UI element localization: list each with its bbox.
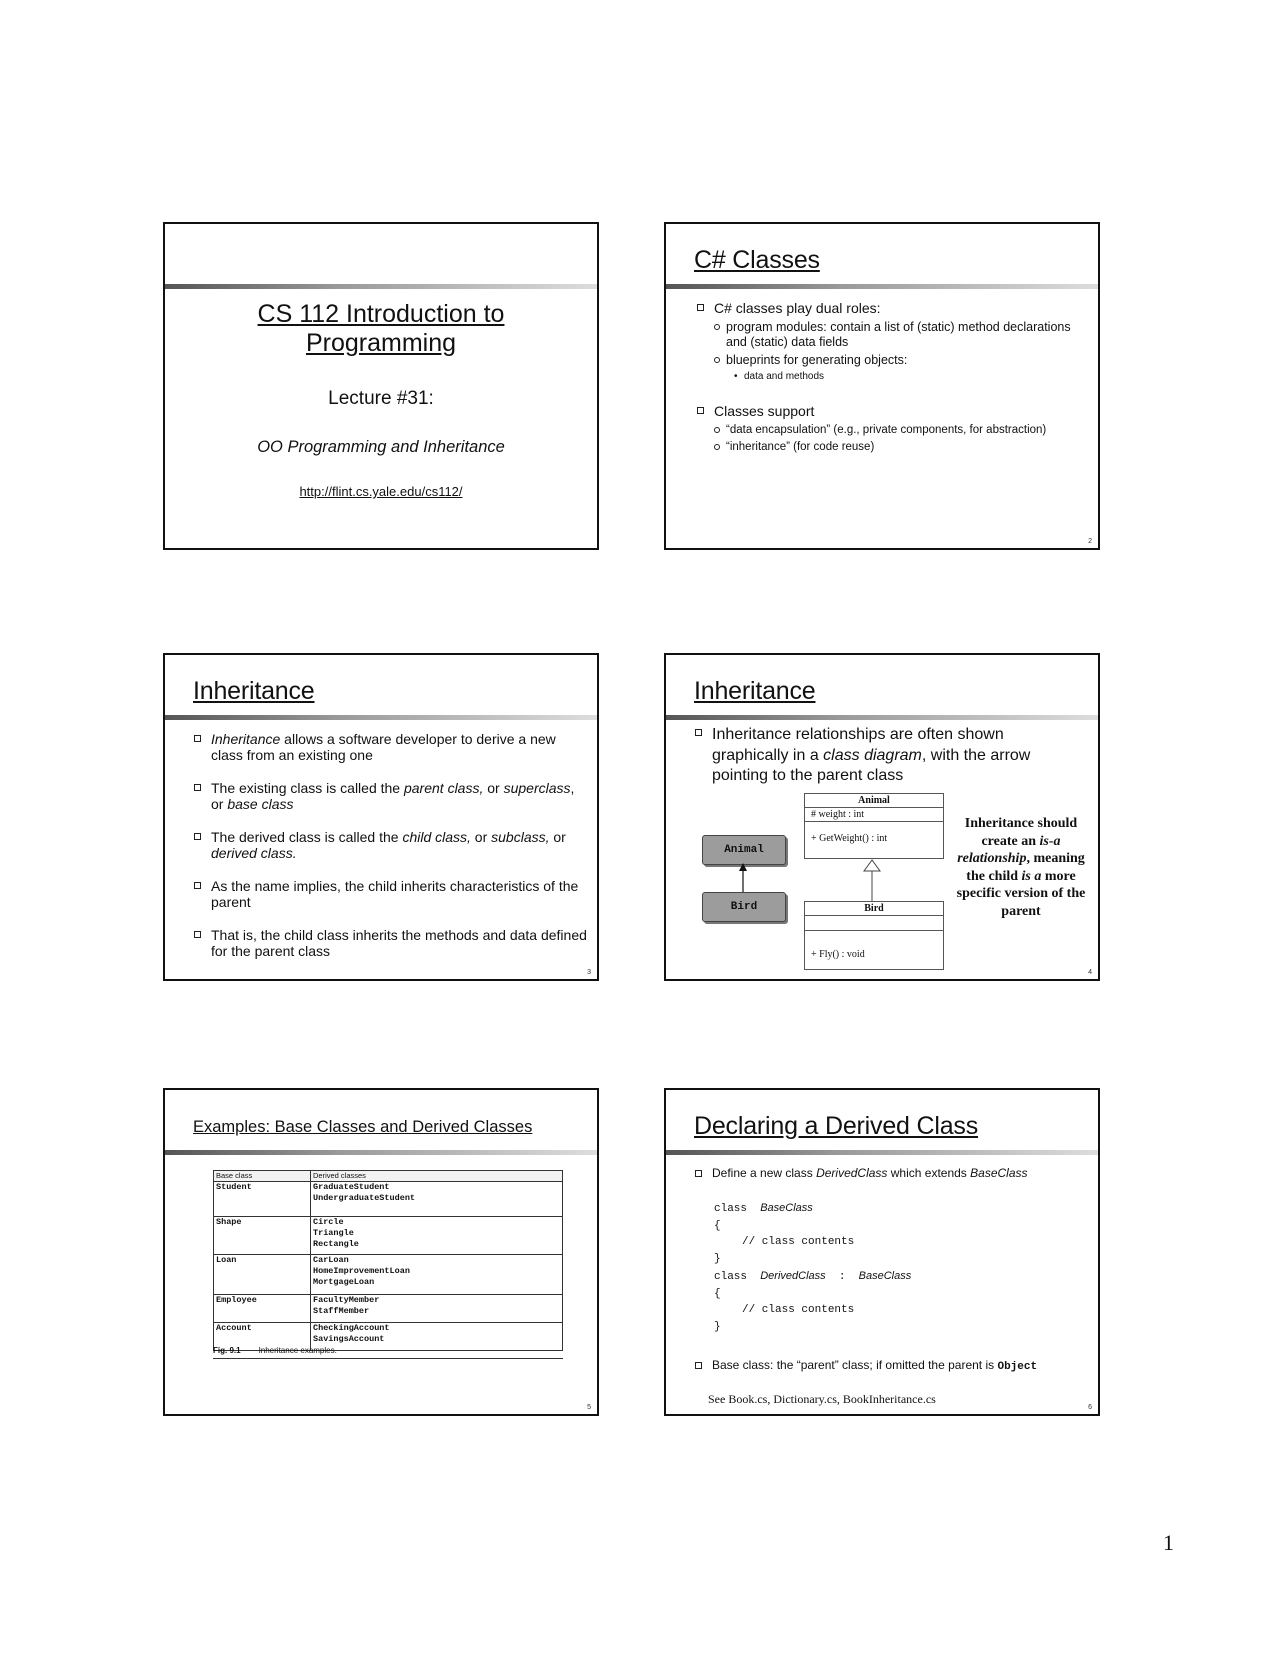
slide-6-bullet-2: Base class: the “parent” class; if omitted the parent is Object xyxy=(694,1358,1089,1375)
sub-bullet: blueprints for generating objects: xyxy=(714,353,1086,368)
slide-number: 5 xyxy=(587,1404,591,1411)
slide-6 xyxy=(664,1088,1100,1416)
page-number: 1 xyxy=(1163,1530,1174,1555)
table-caption: Fig. 9.1 Inheritance examples. xyxy=(213,1346,563,1359)
title-rule xyxy=(165,715,597,720)
title-rule xyxy=(666,1150,1098,1155)
sub-bullet: “data encapsulation” (e.g., private components, for abstraction) xyxy=(714,423,1086,437)
table-row-base: Loan xyxy=(214,1255,311,1295)
slide-number: 6 xyxy=(1088,1404,1092,1411)
lecture-subtitle: OO Programming and Inheritance xyxy=(257,438,505,456)
table-row-derived: FacultyMember StaffMember xyxy=(311,1295,563,1323)
slide-number: 2 xyxy=(1088,538,1092,545)
slide-2-title: C# Classes xyxy=(694,246,820,274)
slide-5-title: Examples: Base Classes and Derived Classes xyxy=(193,1118,533,1136)
table-row-base: Shape xyxy=(214,1217,311,1255)
slide-6-title: Declaring a Derived Class xyxy=(694,1112,979,1140)
inheritance-table xyxy=(213,1170,563,1351)
lecture-number: Lecture #31: xyxy=(328,388,434,409)
bullet: That is, the child class inherits the methods and data defined for the parent class xyxy=(193,927,588,959)
see-files: See Book.cs, Dictionary.cs, BookInheritance.cs xyxy=(708,1392,936,1406)
slide-5 xyxy=(163,1088,599,1416)
title-rule xyxy=(666,284,1098,289)
bird-box: Bird xyxy=(702,892,786,922)
sub-bullet: “inheritance” (for code reuse) xyxy=(714,440,1086,454)
table-row-derived: Circle Triangle Rectangle xyxy=(311,1217,563,1255)
table-row-derived: GraduateStudent UndergraduateStudent xyxy=(311,1182,563,1217)
slide-2 xyxy=(664,222,1100,550)
sub-sub-bullet: • data and methods xyxy=(734,370,1086,383)
header-derived: Derived classes xyxy=(311,1171,563,1182)
table-row-derived: CheckingAccount SavingsAccount xyxy=(311,1323,563,1351)
bullet: As the name implies, the child inherits characteristics of the parent xyxy=(193,878,588,910)
slide-4-title: Inheritance xyxy=(694,677,816,705)
table-row-base: Employee xyxy=(214,1295,311,1323)
sub-bullet: program modules: contain a list of (static) method declarations and (static) data fields xyxy=(714,320,1086,350)
slide-number: 3 xyxy=(587,969,591,976)
slide-3-body xyxy=(193,731,588,976)
is-a-note: Inheritance should create an is-a relationship, meaning the child is a more specific version of the parent xyxy=(956,816,1086,919)
bullet: The existing class is called the parent class, or superclass, or base class xyxy=(193,780,588,812)
table-row-base: Student xyxy=(214,1182,311,1217)
table-row-base: Account xyxy=(214,1323,311,1351)
header-base: Base class xyxy=(214,1171,311,1182)
slide-3-title: Inheritance xyxy=(193,677,315,705)
slide-4 xyxy=(664,653,1100,981)
slide-3 xyxy=(163,653,599,981)
title-rule xyxy=(165,284,597,289)
table-row-derived: CarLoan HomeImprovementLoan MortgageLoan xyxy=(311,1255,563,1295)
bullet: Classes support xyxy=(696,403,1086,420)
code-sample: class BaseClass { // class contents } class DerivedClass : BaseClass { // class contents } xyxy=(714,1202,912,1333)
bullet: The derived class is called the child class, or subclass, or derived class. xyxy=(193,829,588,861)
slide-2-body xyxy=(696,300,1086,454)
slide-4-text xyxy=(694,725,1084,787)
slide-1 xyxy=(163,222,599,550)
bullet: C# classes play dual roles: xyxy=(696,300,1086,317)
uml-animal-class: Animal # weight : int + GetWeight() : int xyxy=(804,793,944,859)
animal-box: Animal xyxy=(702,835,786,865)
uml-bird-class: Bird + Fly() : void xyxy=(804,901,944,970)
slide-number: 4 xyxy=(1088,969,1092,976)
bullet: Inheritance relationships are often shown graphically in a class diagram, with the arrow pointing to the parent class xyxy=(694,725,1084,787)
slide-1-title: CS 112 Introduction to Programming xyxy=(257,300,505,357)
title-rule xyxy=(666,715,1098,720)
bullet: Inheritance allows a software developer to derive a new class from an existing one xyxy=(193,731,588,763)
title-rule xyxy=(165,1150,597,1155)
course-url[interactable]: http://flint.cs.yale.edu/cs112/ xyxy=(299,484,463,499)
slide-6-bullet-1: Define a new class DerivedClass which extends BaseClass xyxy=(694,1166,1089,1181)
